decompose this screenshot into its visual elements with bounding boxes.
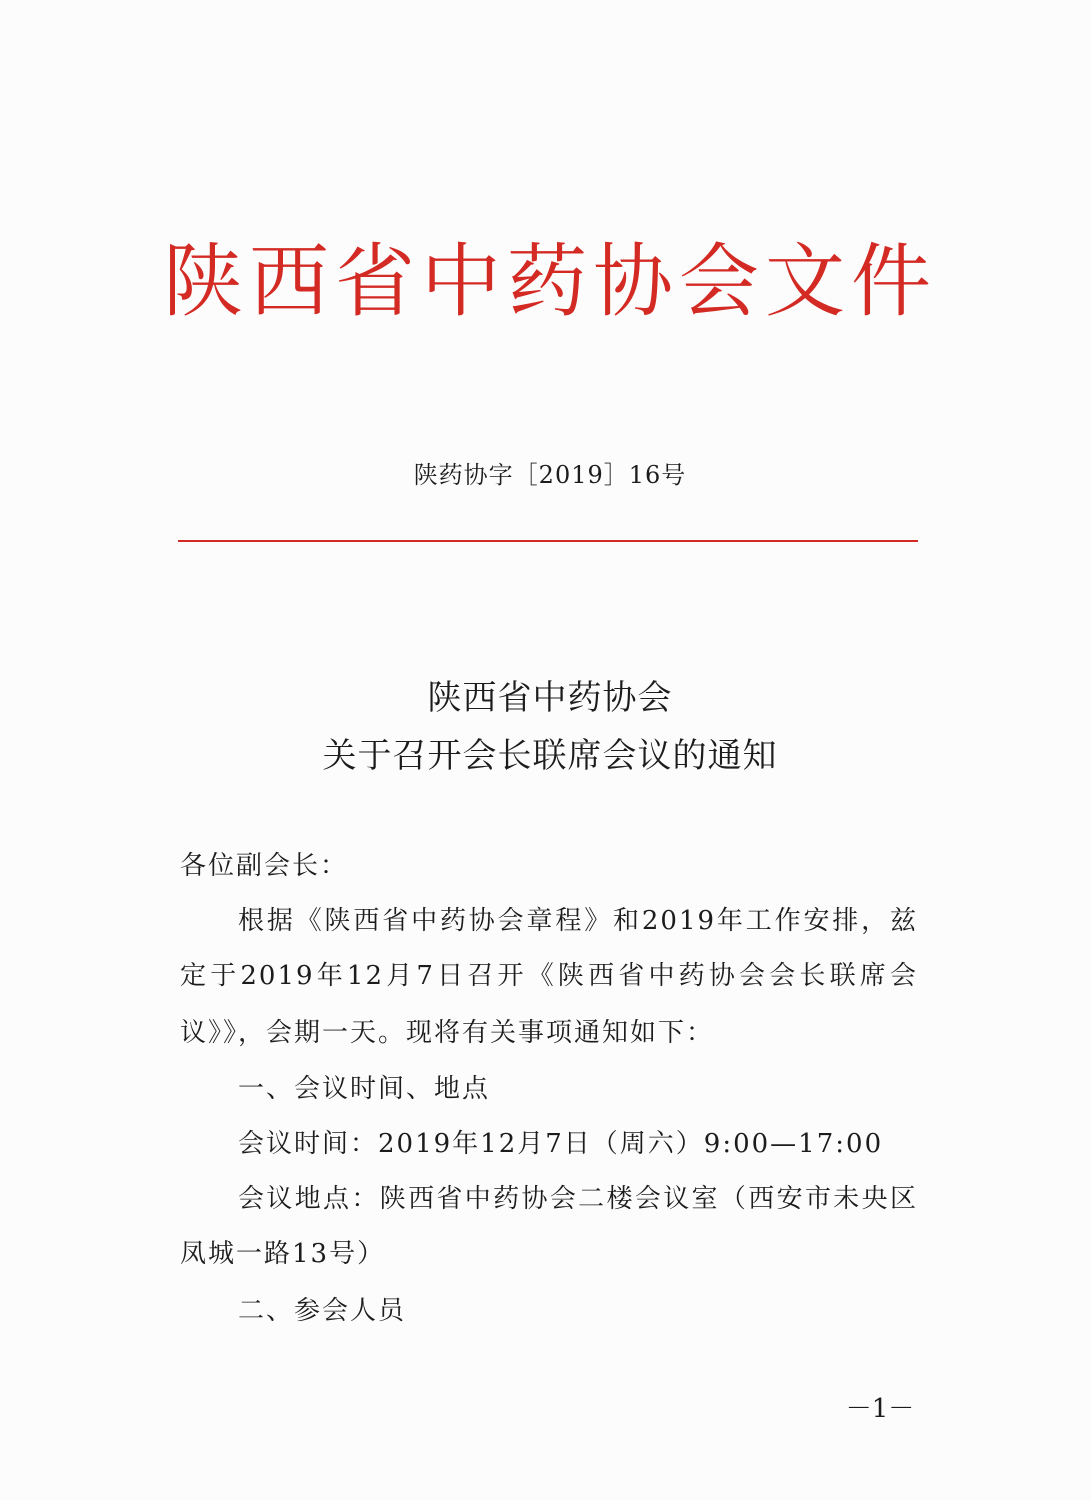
meeting-place-line-2: 凤城一路13号） [180, 1239, 386, 1269]
masthead-title: 陕西省中药协会文件 [163, 235, 937, 328]
paragraph-1-line-1: 根据《陕西省中药协会章程》和2019年工作安排，兹 [238, 906, 918, 936]
salutation: 各位副会长： [180, 851, 349, 881]
notice-title-line1: 陕西省中药协会 [427, 678, 673, 718]
page-number: －1－ [845, 1394, 915, 1424]
red-divider-line [178, 540, 918, 542]
section-1-heading: 一、会议时间、地点 [238, 1074, 491, 1104]
section-2-heading: 二、参会人员 [238, 1296, 407, 1326]
paragraph-1-line-3: 议》》，会期一天。现将有关事项通知如下： [180, 1018, 715, 1048]
notice-title-line2: 关于召开会长联席会议的通知 [322, 736, 778, 776]
meeting-time: 会议时间：2019年12月7日（周六）9:00—17:00 [238, 1129, 884, 1159]
document-number: 陕药协字［2019］16号 [413, 461, 687, 489]
paragraph-1-line-2: 定于2019年12月7日召开《陕西省中药协会会长联席会 [180, 961, 918, 991]
meeting-place-line-1: 会议地点：陕西省中药协会二楼会议室（西安市未央区 [238, 1184, 918, 1214]
